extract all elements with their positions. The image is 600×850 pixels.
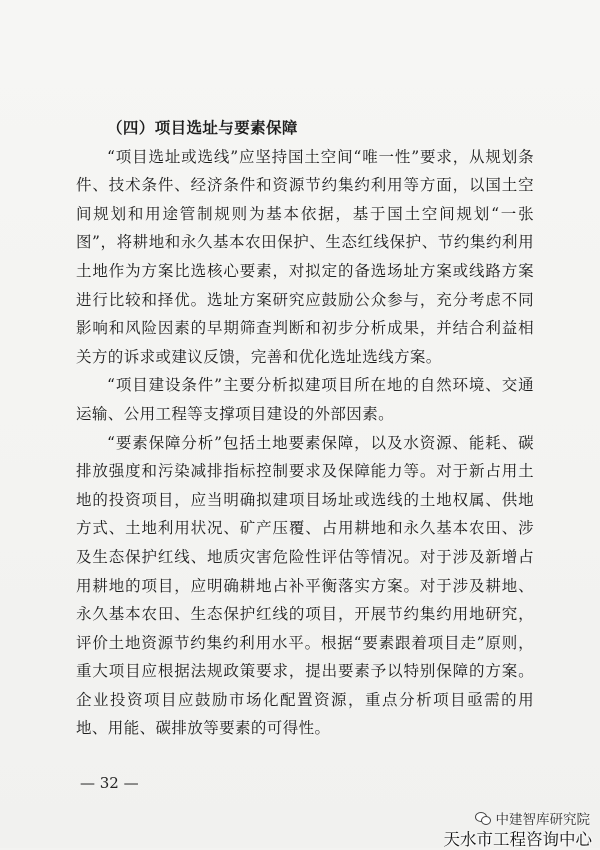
wechat-icon [475,811,491,825]
watermark-text: 中建智库研究院 [495,812,590,828]
paragraph-site-selection: “项目选址或选线”应坚持国土空间“唯一性”要求，从规划条件、技术条件、经济条件和资源节约集约利用等方面，以国土空间规划和用途管制规则为基本依据，基于国土空间规划“一张图”，将耕地和永久基本农田保护、生态红线保护、节约集约利用土地作为方案比选核心要素，对拟定的备选场址方案或线路方案进行比较和择优。选址方案研究应鼓励公众参与，充分考虑不同影响和风险因素的早期筛查判断和初步分析成果，并结合利益相关方的诉求或建议反馈，完善和优化选址选线方案。 [76,147,534,366]
footer-organization: 天水市工程咨询中心 [443,830,592,849]
section-heading: （四）项目选址与要素保障 [107,118,298,137]
document-body [76,114,534,743]
page-number: — 32 — [80,774,139,792]
paragraph-construction-conditions: “项目建设条件”主要分析拟建项目所在地的自然环境、交通运输、公用工程等支撑项目建设的外部因素。 [76,376,534,423]
paragraph-factor-guarantee: “要素保障分析”包括土地要素保障，以及水资源、能耗、碳排放强度和污染减排指标控制要求及保障能力等。对于新占用土地的投资项目，应当明确拟建项目场址或选线的土地权属、供地方式、土地利用状况、矿产压覆、占用耕地和永久基本农田、涉及生态保护红线、地质灾害危险性评估等情况。对于涉及新增占用耕地的项目，应明确耕地占补平衡落实方案。对于涉及耕地、永久基本农田、生态保护红线的项目，开展节约集约用地研究，评价土地资源节约集约利用水平。根据“要素跟着项目走”原则，重大项目应根据法规政策要求，提出要素予以特别保障的方案。企业投资项目应鼓励市场化配置资源，重点分析项目亟需的用地、用能、碳排放等要素的可得性。 [76,433,534,738]
watermark [475,808,591,828]
